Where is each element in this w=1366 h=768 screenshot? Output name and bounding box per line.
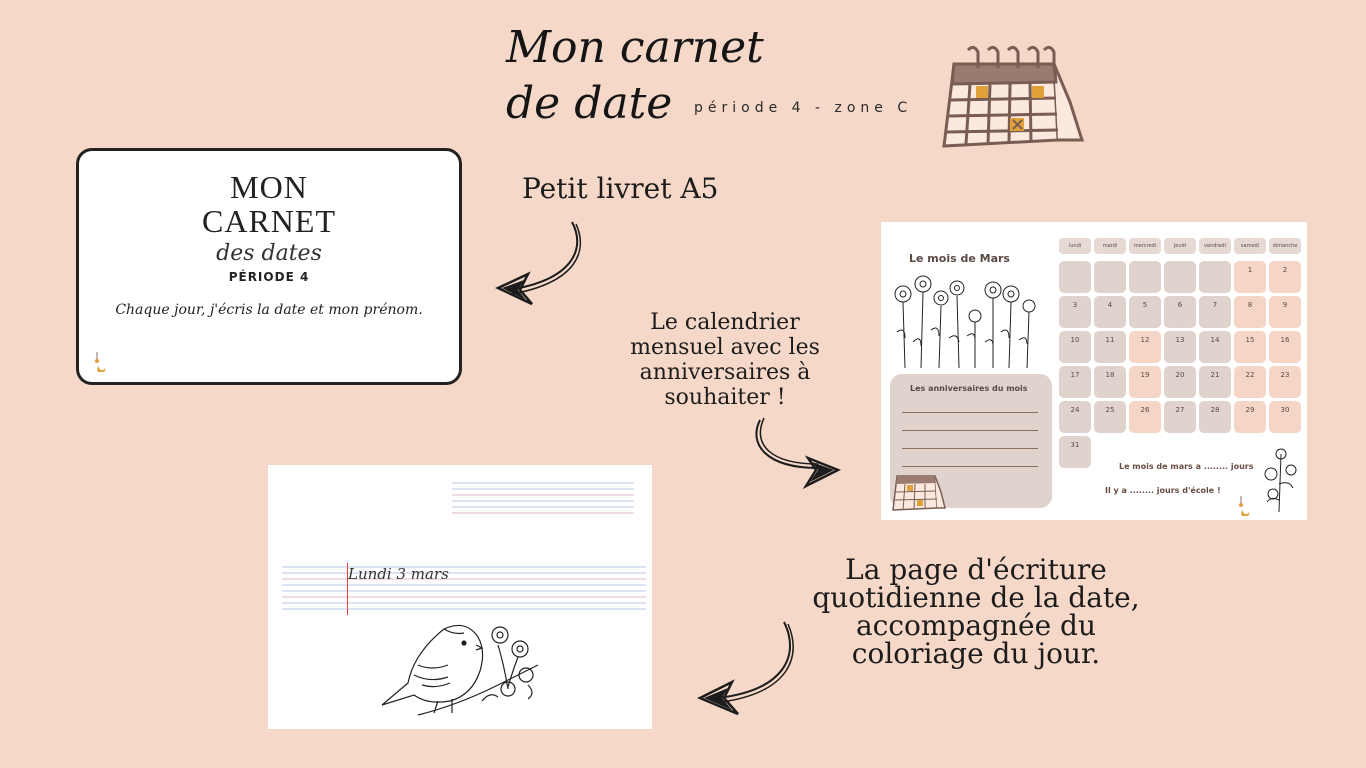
calendar-day-cell: 10 [1059, 331, 1091, 363]
calendar-day-cell: 7 [1199, 296, 1231, 328]
calendar-footer-days: Le mois de mars a ........ jours [1119, 462, 1254, 471]
moon-logo-icon [1237, 496, 1251, 516]
calendar-day-cell: 19 [1129, 366, 1161, 398]
calendar-day-cell: 26 [1129, 401, 1161, 433]
calendar-day-cell: 31 [1059, 436, 1091, 468]
day-header-mardi: mardi [1094, 238, 1126, 254]
calendar-day-cell: 12 [1129, 331, 1161, 363]
calendar-day-cell: 28 [1199, 401, 1231, 433]
note-petit-livret: Petit livret A5 [522, 172, 719, 205]
flower-sprig-icon [1261, 444, 1301, 514]
arrow-2-icon [748, 416, 844, 490]
calendar-icon [936, 42, 1086, 152]
calendar-day-cell [1199, 261, 1231, 293]
calendar-day-cell: 15 [1234, 331, 1266, 363]
subtitle: période 4 - zone C [694, 100, 913, 116]
calendar-day-cell: 20 [1164, 366, 1196, 398]
calendar-grid [1059, 238, 1301, 471]
calendar-day-cell: 17 [1059, 366, 1091, 398]
cover-periode: PÉRIODE 4 [228, 270, 310, 284]
note-page-ecriture: La page d'écriture quotidienne de la date, accompagnée du coloriage du jour. [812, 553, 1140, 670]
calendar-day-cell: 25 [1094, 401, 1126, 433]
cover-phrase: Chaque jour, j'écris la date et mon prénom. [115, 302, 423, 318]
handwritten-date: Lundi 3 mars [348, 565, 449, 583]
moon-logo-icon [93, 352, 107, 372]
calendar-day-cell: 16 [1269, 331, 1301, 363]
cover-line-3: des dates [216, 241, 322, 266]
calendar-day-cell [1059, 261, 1091, 293]
calendar-day-cell: 30 [1269, 401, 1301, 433]
small-calendar-icon [891, 468, 947, 514]
calendar-day-cell: 4 [1094, 296, 1126, 328]
calendar-day-cell: 11 [1094, 331, 1126, 363]
cover-line-1: MON [230, 169, 308, 205]
writing-page-preview [268, 465, 652, 729]
arrow-3-icon [696, 618, 802, 720]
cover-preview [76, 148, 462, 385]
calendar-day-cell [1164, 261, 1196, 293]
calendar-day-cell: 14 [1199, 331, 1231, 363]
arrow-1-icon [494, 218, 590, 310]
calendar-day-cell: 13 [1164, 331, 1196, 363]
day-header-jeudi: jeudi [1164, 238, 1196, 254]
day-header-mercredi: mercredi [1129, 238, 1161, 254]
calendar-day-cell: 27 [1164, 401, 1196, 433]
cover-line-2: CARNET [202, 203, 336, 239]
calendar-day-cell: 8 [1234, 296, 1266, 328]
wildflowers-illustration-icon [889, 272, 1041, 370]
calendar-day-cell: 22 [1234, 366, 1266, 398]
day-header-samedi: samedi [1234, 238, 1266, 254]
calendar-day-cell: 5 [1129, 296, 1161, 328]
calendar-month-title: Le mois de Mars [909, 252, 1010, 265]
calendar-day-cell: 29 [1234, 401, 1266, 433]
calendar-day-cell: 3 [1059, 296, 1091, 328]
title-line-2: de date [506, 78, 673, 129]
calendar-day-cell: 21 [1199, 366, 1231, 398]
day-header-vendredi: vendredi [1199, 238, 1231, 254]
calendar-footer-school: Il y a ........ jours d'école ! [1105, 486, 1221, 495]
calendar-day-cell: 18 [1094, 366, 1126, 398]
birthdays-title: Les anniversaires du mois [910, 384, 1028, 393]
calendar-day-cell: 6 [1164, 296, 1196, 328]
day-header-dimanche: dimanche [1269, 238, 1301, 254]
cover-logo [93, 352, 107, 372]
calendar-day-cell: 23 [1269, 366, 1301, 398]
calendar-day-cell: 9 [1269, 296, 1301, 328]
calendar-day-cell: 1 [1234, 261, 1266, 293]
day-header-lundi: lundi [1059, 238, 1091, 254]
title-line-1: Mon carnet [506, 22, 764, 73]
calendar-day-cell [1094, 261, 1126, 293]
bird-coloring-icon [378, 615, 548, 725]
calendar-page-preview [881, 222, 1307, 520]
note-calendrier: Le calendrier mensuel avec les anniversaires à souhaiter ! [630, 310, 820, 410]
calendar-day-cell: 2 [1269, 261, 1301, 293]
calendar-day-cell [1129, 261, 1161, 293]
calendar-day-cell: 24 [1059, 401, 1091, 433]
